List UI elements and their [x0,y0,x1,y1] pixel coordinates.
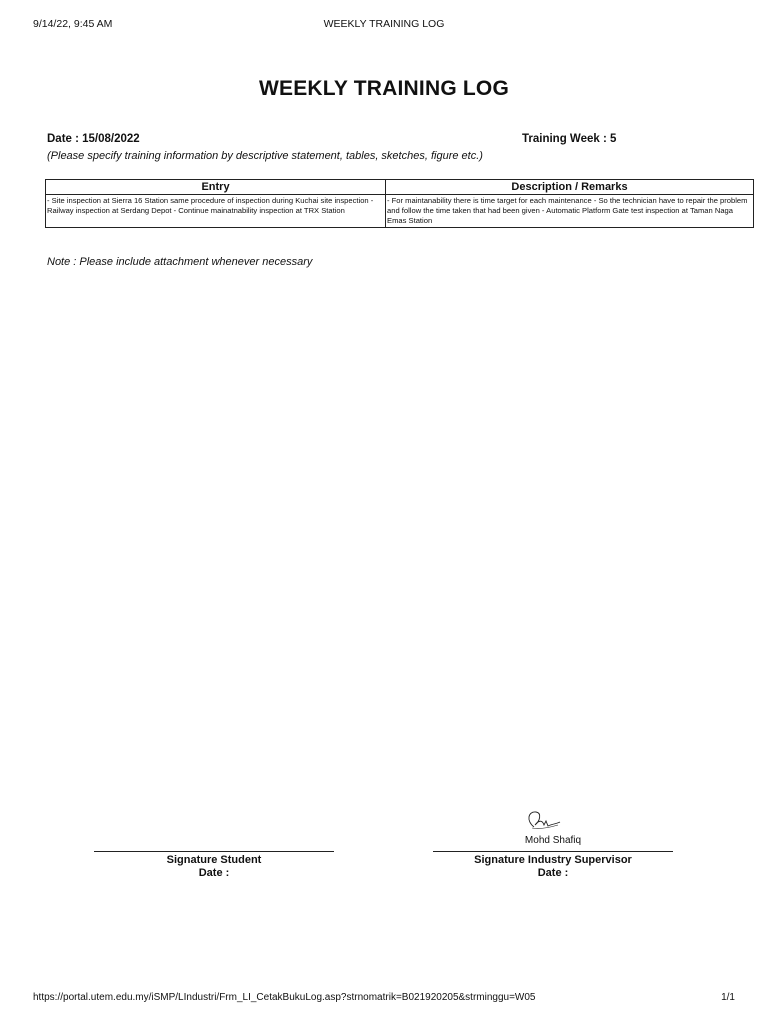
supervisor-signature-icon [522,807,562,835]
table-header-row [46,180,754,195]
remarks-cell: - For maintanability there is time target for each maintenance - So the technician have to repair the problem and follow the time taken that had been given - Automatic Platform Gate test inspection at Taman Naga Emas Station [386,195,754,228]
column-header-entry: Entry [46,180,386,195]
supervisor-signature-date: Date : [537,867,569,879]
print-header-title: WEEKLY TRAINING LOG [323,18,445,30]
supervisor-signature-label: Signature Industry Supervisor [474,854,632,866]
supervisor-name: Mohd Shafiq [524,835,582,846]
print-datetime: 9/14/22, 9:45 AM [33,18,113,30]
student-signature-date: Date : [198,867,230,879]
student-signature-line [94,851,334,852]
page-title: WEEKLY TRAINING LOG [259,77,509,100]
print-header [33,18,735,32]
supervisor-signature-block [433,851,673,880]
instruction-text: (Please specify training information by descriptive statement, tables, sketches, figure etc.) [47,150,483,162]
supervisor-signature-line [433,851,673,852]
entry-cell: - Site inspection at Sierra 16 Station same procedure of inspection during Kuchai site inspection - Railway inspection at Serdang Depot - Continue mainatnability inspection at TRX Station [46,195,386,228]
page-url-link[interactable]: https://portal.utem.edu.my/iSMP/LIndustri/Frm_LI_CetakBukuLog.asp?strnomatrik=B021920205&strminggu=W05 [33,992,536,1003]
training-week: Training Week : 5 [522,133,617,145]
training-log-table [45,179,754,228]
student-signature-block [94,851,334,880]
meta-row [47,133,721,149]
print-footer [33,992,735,1006]
page-number: 1/1 [721,992,735,1003]
student-signature-label: Signature Student [166,854,262,866]
table-row [46,195,754,228]
attachment-note: Note : Please include attachment whenever necessary [47,256,313,268]
log-date: Date : 15/08/2022 [47,133,140,145]
column-header-remarks: Description / Remarks [386,180,754,195]
